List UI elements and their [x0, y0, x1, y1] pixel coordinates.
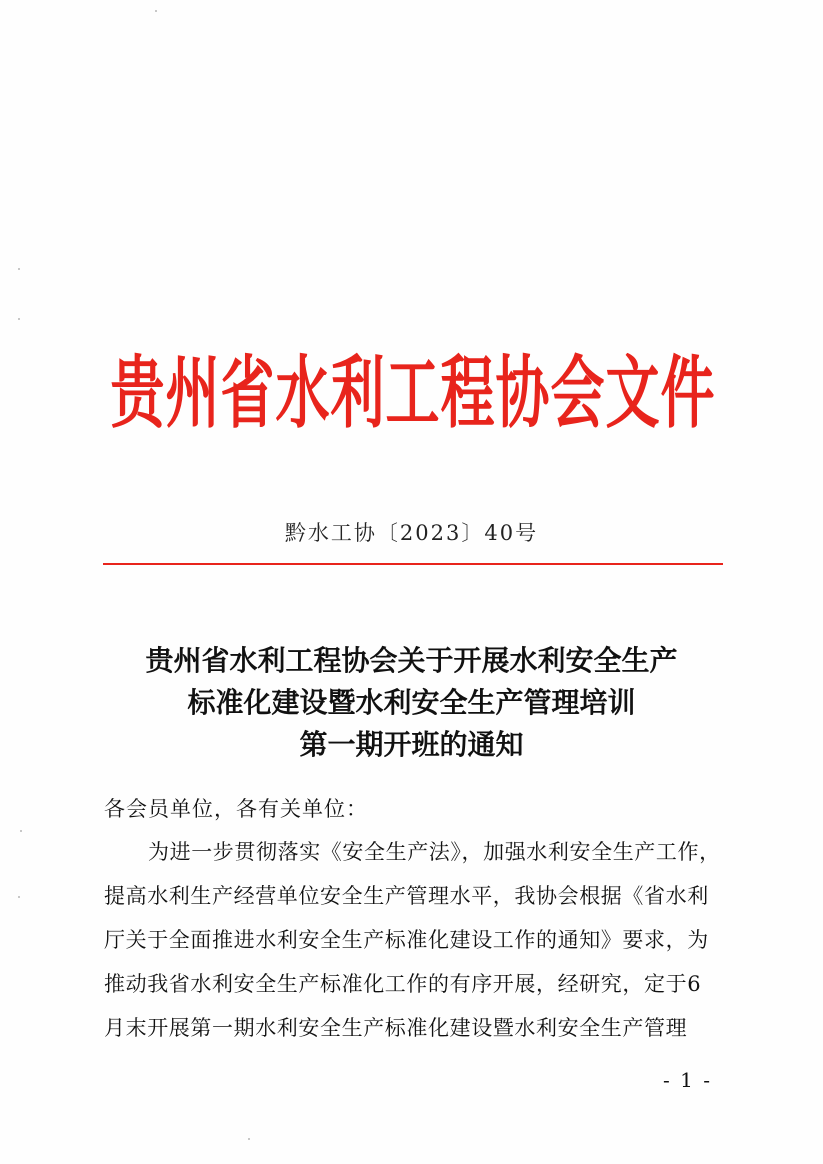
title-line: 贵州省水利工程协会关于开展水利安全生产: [145, 644, 678, 677]
scan-speck: [20, 830, 22, 832]
scan-speck: [18, 318, 20, 320]
document-number: 黔水工协〔2023〕40号: [284, 521, 539, 545]
notice-title: [0, 640, 823, 766]
body-paragraph-line: 推动我省水利安全生产标准化工作的有序开展，经研究，定于6: [104, 972, 702, 996]
scan-speck: [248, 1138, 250, 1140]
scan-speck: [155, 10, 157, 12]
body-paragraph-line: 为进一步贯彻落实《安全生产法》，加强水利安全生产工作，: [148, 840, 721, 864]
scan-speck: [18, 268, 20, 270]
title-line: 第一期开班的通知: [299, 728, 524, 761]
red-divider-line: [103, 563, 723, 565]
body-paragraph-line: 月末开展第一期水利安全生产标准化建设暨水利安全生产管理: [104, 1016, 688, 1040]
masthead-title: 贵州省水利工程协会文件: [110, 347, 716, 439]
title-line: 标准化建设暨水利安全生产管理培训: [187, 686, 636, 719]
body-paragraph-line: 厅关于全面推进水利安全生产标准化建设工作的通知》要求，为: [104, 928, 709, 952]
salutation: 各会员单位，各有关单位：: [104, 797, 368, 821]
scan-speck: [18, 896, 20, 898]
body-paragraph-line: 提高水利生产经营单位安全生产管理水平，我协会根据《省水利: [104, 884, 709, 908]
page-number: - 1 -: [663, 1068, 712, 1092]
